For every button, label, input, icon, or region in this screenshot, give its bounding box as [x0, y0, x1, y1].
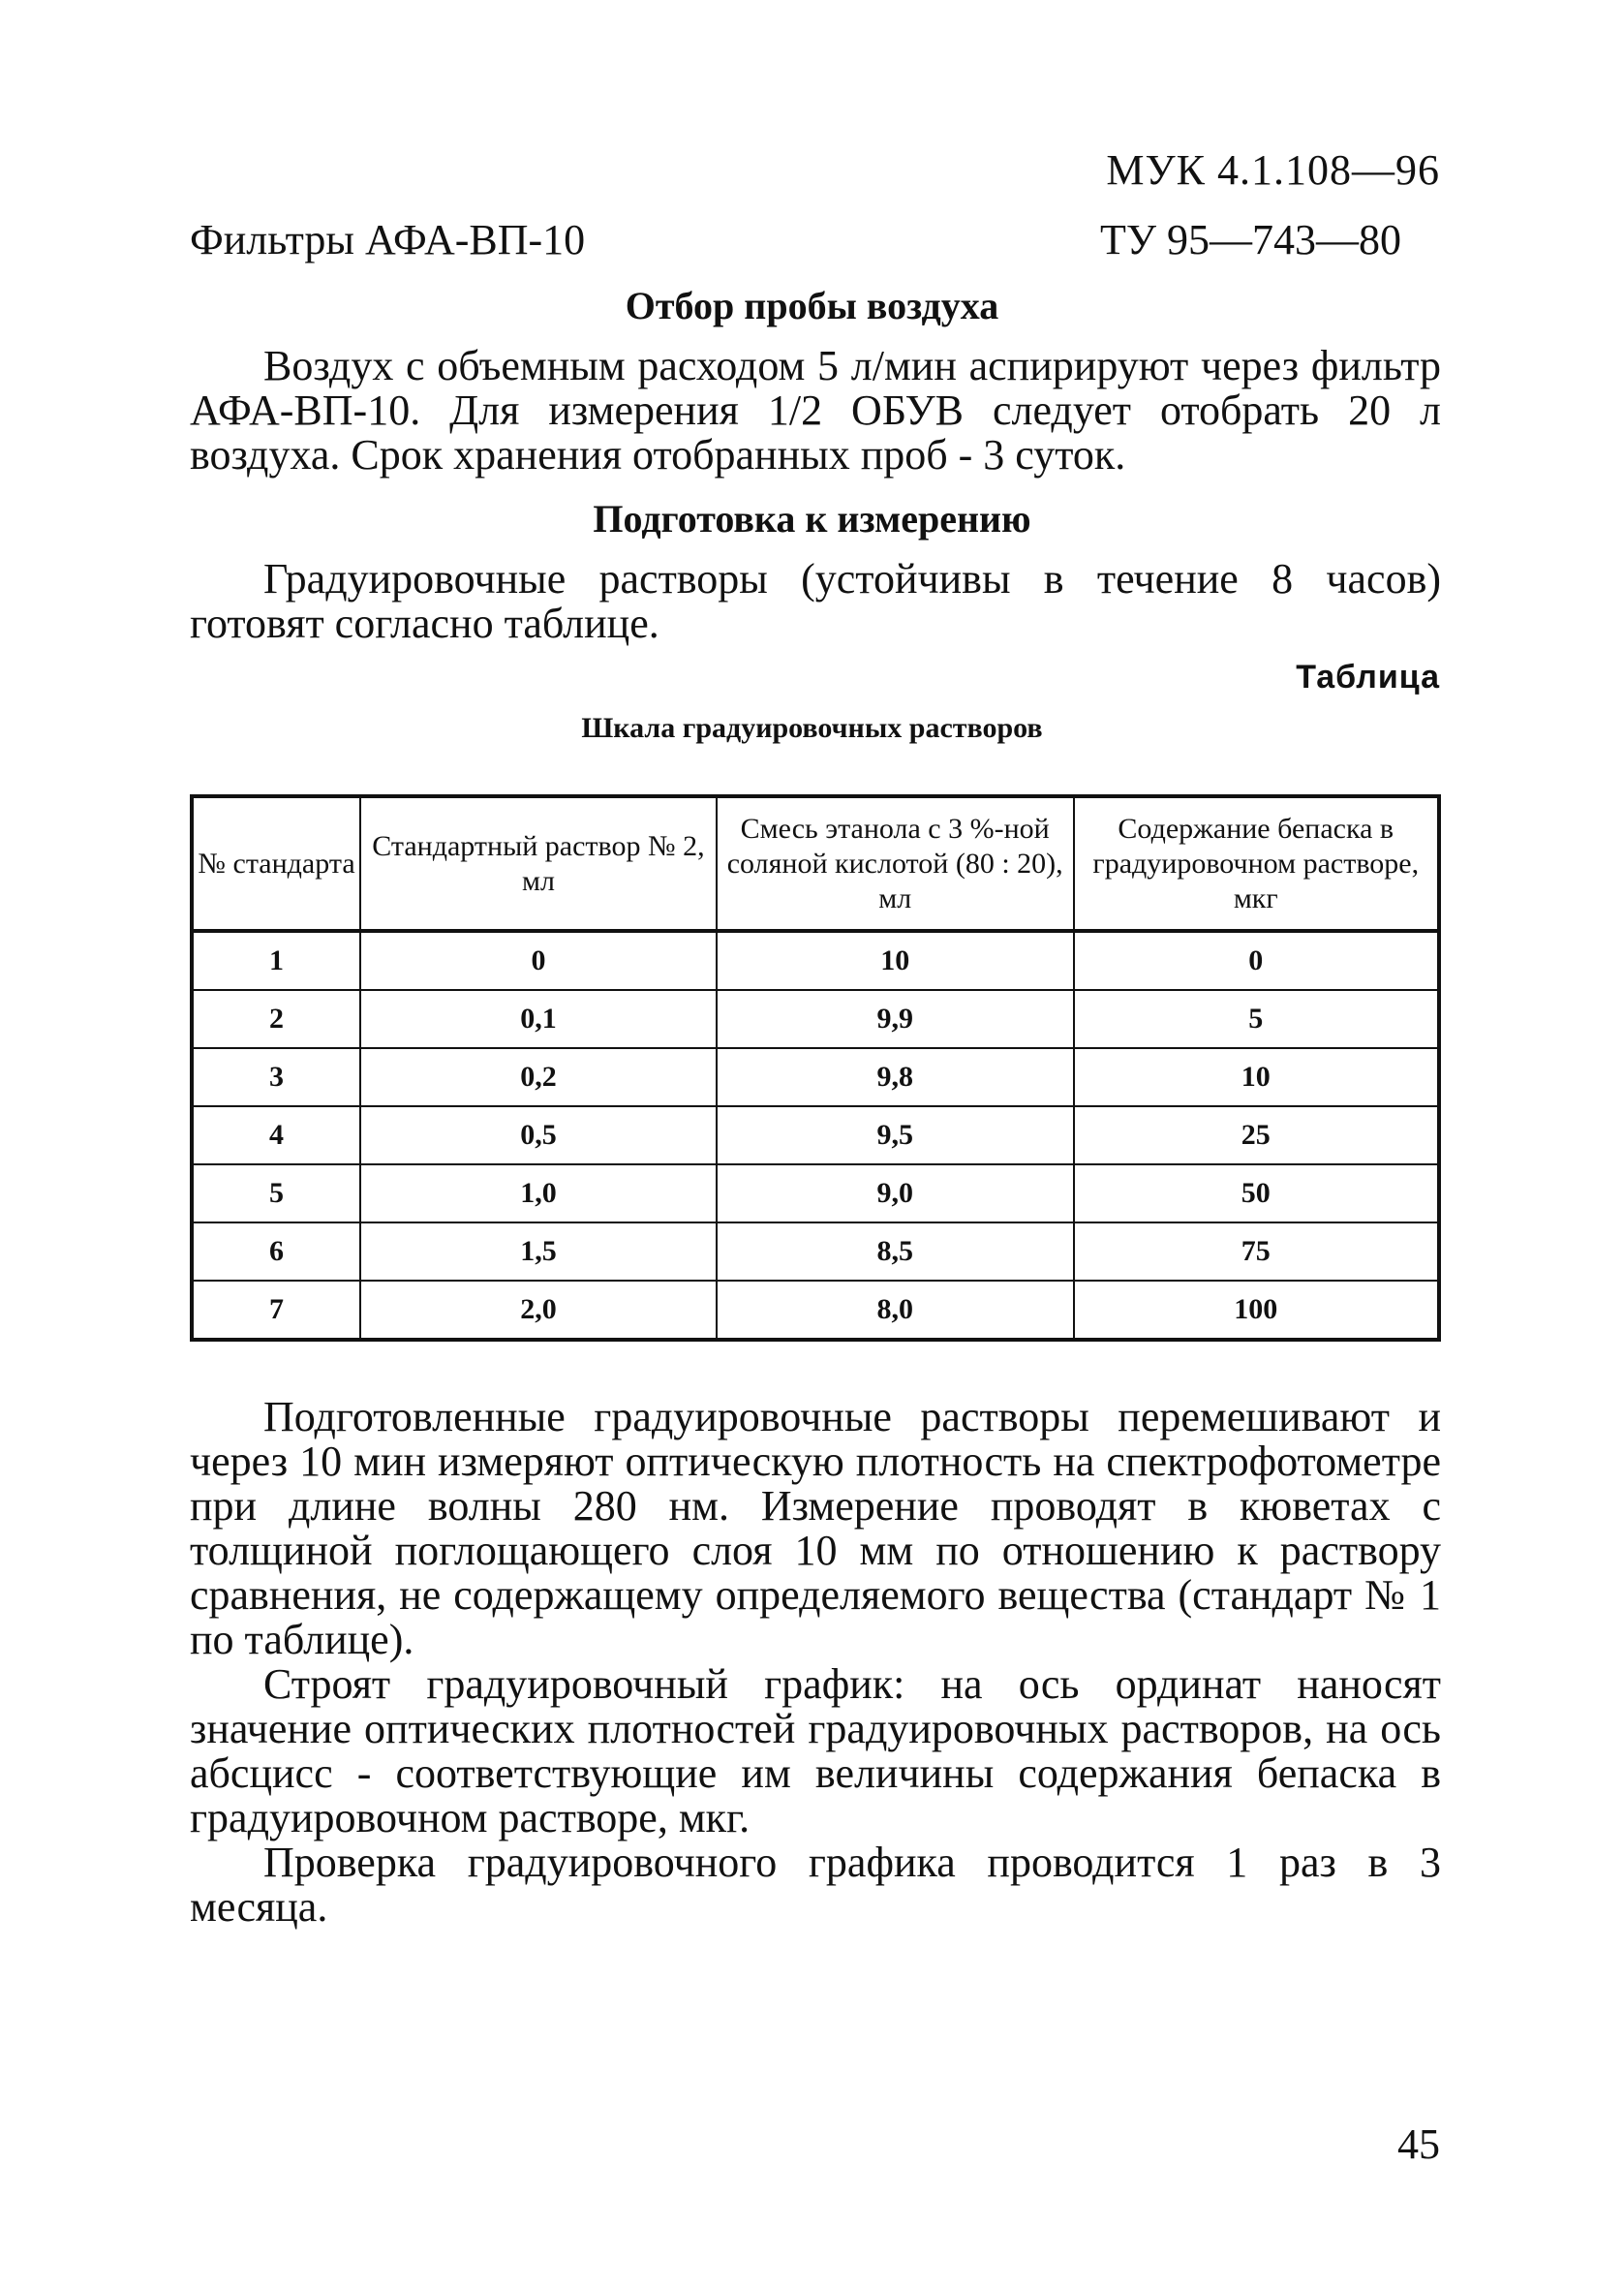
cell-bepask-content: 0	[1074, 931, 1439, 990]
cell-ethanol-mixture: 9,9	[717, 990, 1074, 1048]
cell-ethanol-mixture: 8,0	[717, 1281, 1074, 1340]
section-heading-preparation: Подготовка к измерению	[593, 497, 1031, 541]
header-standard-number: № стандарта	[192, 796, 360, 931]
cell-bepask-content: 100	[1074, 1281, 1439, 1340]
header-standard-solution: Стандартный раствор № 2, мл	[360, 796, 717, 931]
cell-standard-solution: 0,2	[360, 1048, 717, 1106]
table-row	[192, 1106, 1439, 1164]
cell-bepask-content: 5	[1074, 990, 1439, 1048]
cell-ethanol-mixture: 9,0	[717, 1164, 1074, 1222]
cell-standard-number: 6	[192, 1222, 360, 1281]
table-row	[192, 1222, 1439, 1281]
section-heading-sampling: Отбор пробы воздуха	[625, 284, 999, 327]
document-code: МУК 4.1.108—96	[1106, 146, 1440, 194]
table-row	[192, 1048, 1439, 1106]
header-bepask-content: Содержание бепаска в градуировочном растворе, мкг	[1074, 796, 1439, 931]
cell-ethanol-mixture: 9,8	[717, 1048, 1074, 1106]
cell-ethanol-mixture: 9,5	[717, 1106, 1074, 1164]
cell-standard-solution: 2,0	[360, 1281, 717, 1340]
cell-ethanol-mixture: 8,5	[717, 1222, 1074, 1281]
cell-ethanol-mixture: 10	[717, 931, 1074, 990]
page-number: 45	[1397, 2120, 1440, 2168]
table-row	[192, 1164, 1439, 1222]
sampling-paragraph: Воздух с объемным расходом 5 л/мин аспирируют через фильтр АФА-ВП-10. Для измерения 1/2 ОБУВ следует отобрать 20 л воздуха. Срок хранения отобранных проб - 3 суток.	[190, 342, 1441, 479]
cell-standard-number: 4	[192, 1106, 360, 1164]
cell-standard-number: 7	[192, 1281, 360, 1340]
table-label: Таблица	[1296, 659, 1440, 696]
table-title: Шкала градуировочных растворов	[581, 712, 1043, 744]
cell-standard-number: 1	[192, 931, 360, 990]
header-ethanol-mixture: Смесь этанола с 3 %-ной соляной кислотой (80 : 20), мл	[717, 796, 1074, 931]
table-row	[192, 1281, 1439, 1340]
filter-name: Фильтры АФА-ВП-10	[190, 216, 586, 263]
cell-standard-solution: 0,5	[360, 1106, 717, 1164]
cell-bepask-content: 50	[1074, 1164, 1439, 1222]
filter-spec: ТУ 95—743—80	[1099, 216, 1401, 263]
preparation-paragraph: Градуировочные растворы (устойчивы в течение 8 часов) готовят согласно таблице.	[190, 555, 1441, 647]
cell-bepask-content: 25	[1074, 1106, 1439, 1164]
cell-standard-solution: 0,1	[360, 990, 717, 1048]
cell-standard-solution: 1,0	[360, 1164, 717, 1222]
verification-paragraph: Проверка градуировочного графика проводится 1 раз в 3 месяца.	[190, 1839, 1441, 1931]
cell-bepask-content: 10	[1074, 1048, 1439, 1106]
measurement-paragraph: Подготовленные градуировочные растворы перемешивают и через 10 мин измеряют оптическую плотность на спектрофотометре при длине волны 280 нм. Измерение проводят в кюветах с толщиной поглощающего слоя 10 мм по отношению к раствору сравнения, не содержащему определяемого вещества (стандарт № 1 по таблице).	[190, 1393, 1441, 1663]
table-header-row	[192, 796, 1439, 931]
cell-standard-solution: 0	[360, 931, 717, 990]
table-row	[192, 931, 1439, 990]
cell-standard-number: 3	[192, 1048, 360, 1106]
filter-line	[190, 215, 1401, 264]
calibration-table	[190, 794, 1441, 1342]
cell-bepask-content: 75	[1074, 1222, 1439, 1281]
cell-standard-number: 5	[192, 1164, 360, 1222]
calibration-graph-paragraph: Строят градуировочный график: на ось ординат наносят значение оптических плотностей градуировочных растворов, на ось абсцисс - соответствующие им величины содержания бепаска в градуировочном растворе, мкг.	[190, 1660, 1441, 1841]
cell-standard-number: 2	[192, 990, 360, 1048]
cell-standard-solution: 1,5	[360, 1222, 717, 1281]
table-row	[192, 990, 1439, 1048]
